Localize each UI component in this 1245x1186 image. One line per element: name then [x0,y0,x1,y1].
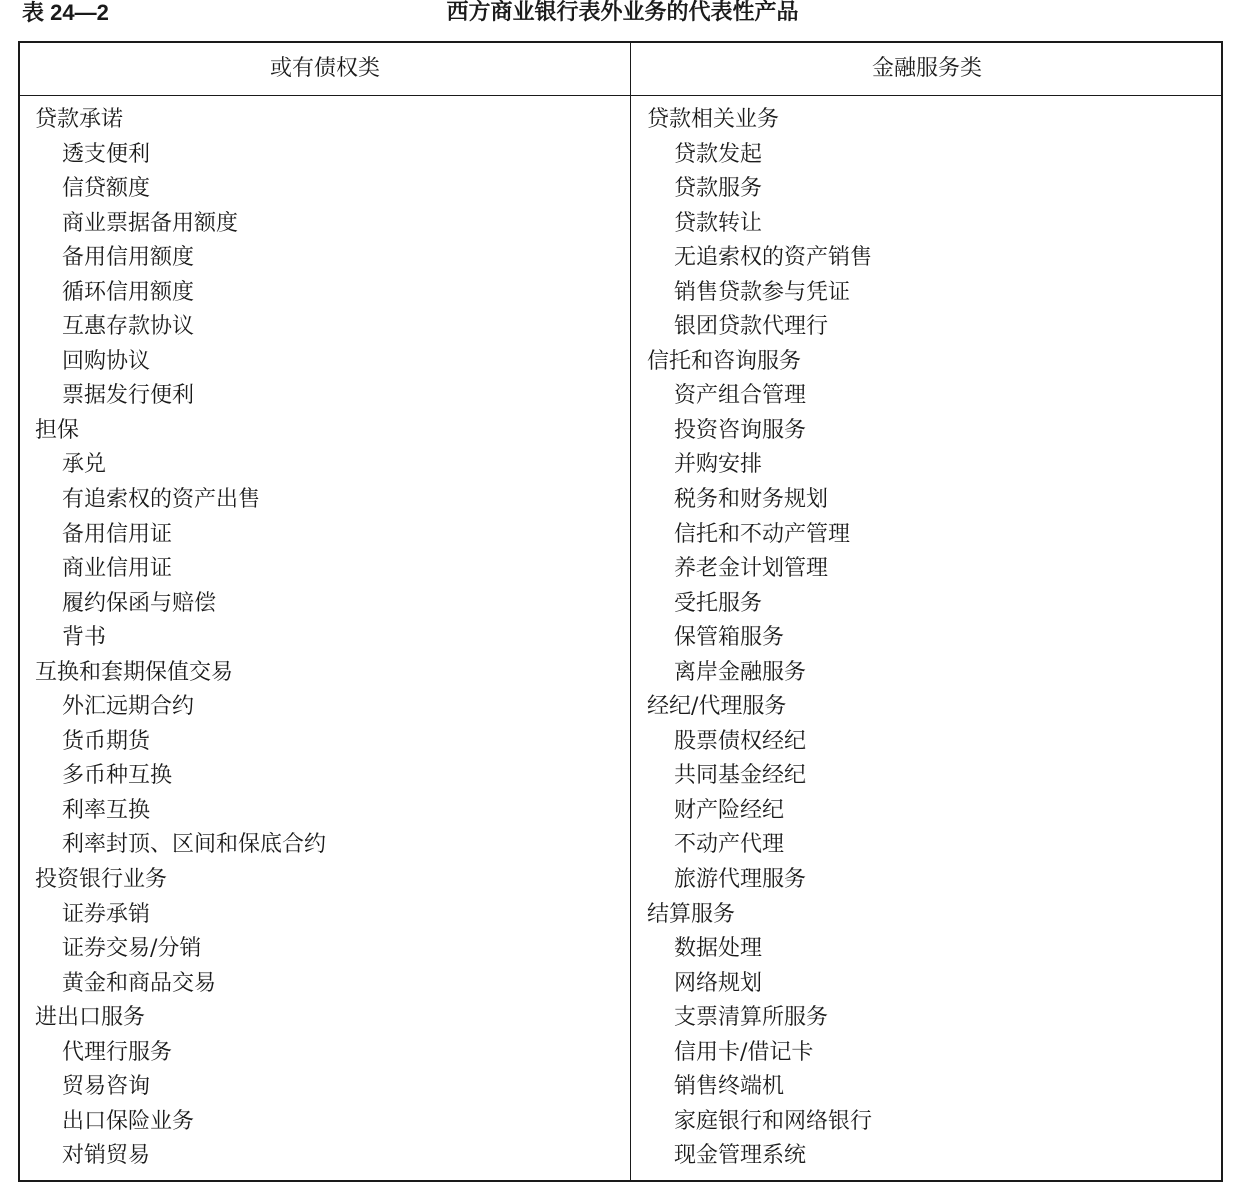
product-item: 背书 [62,625,107,651]
product-item: 信用卡/借记卡 [674,1039,814,1065]
category-heading: 贷款相关业务 [647,107,780,132]
financial-services-column [647,103,1217,1174]
product-item: 多币种互换 [62,763,173,789]
header-divider [20,95,1221,96]
product-item: 股票债权经纪 [674,728,807,754]
product-item: 利率封顶、区间和保底合约 [62,832,327,858]
category-heading: 经纪/代理服务 [647,694,787,720]
product-item: 承兑 [62,452,107,478]
category-heading: 担保 [35,417,80,443]
product-item: 商业信用证 [62,556,173,582]
product-item: 养老金计划管理 [674,556,829,582]
product-item: 旅游代理服务 [674,867,807,893]
product-item: 货币期货 [62,728,151,754]
product-item: 受托服务 [674,590,763,616]
category-heading: 结算服务 [647,901,736,927]
column-divider [630,43,631,1180]
product-item: 黄金和商品交易 [62,970,217,996]
product-item: 银团贷款代理行 [674,314,829,340]
category-heading: 信托和咨询服务 [647,348,802,374]
category-heading: 互换和套期保值交易 [35,659,234,685]
product-item: 利率互换 [62,797,151,823]
product-item: 外汇远期合约 [62,694,195,720]
product-item: 投资咨询服务 [674,417,807,443]
product-item: 对销贸易 [62,1143,151,1169]
product-item: 网络规划 [674,970,763,996]
header-financial-services: 金融服务类 [871,56,982,81]
product-item: 证券承销 [62,901,151,927]
product-item: 税务和财务规划 [674,487,829,513]
product-item: 现金管理系统 [674,1143,807,1169]
contingent-claims-column [35,103,625,1174]
product-item: 共同基金经纪 [674,763,807,789]
product-item: 备用信用证 [62,521,173,547]
product-item: 商业票据备用额度 [62,210,239,236]
product-item: 保管箱服务 [674,625,785,651]
product-item: 数据处理 [674,936,763,962]
category-heading: 进出口服务 [35,1005,146,1031]
category-heading: 投资银行业务 [35,867,168,893]
product-item: 资产组合管理 [674,383,807,409]
product-item: 销售终端机 [674,1074,785,1100]
product-item: 票据发行便利 [62,383,195,409]
product-item: 销售贷款参与凭证 [674,279,851,305]
product-item: 无追索权的资产销售 [674,245,873,271]
product-item: 贷款服务 [674,176,763,202]
product-item: 有追索权的资产出售 [62,487,261,513]
table-title: 西方商业银行表外业务的代表性产品 [446,0,799,25]
product-item: 备用信用额度 [62,245,195,271]
product-item: 离岸金融服务 [674,659,807,685]
product-item: 履约保函与赔偿 [62,590,217,616]
products-table [18,41,1223,1182]
product-item: 透支便利 [62,141,151,167]
product-item: 信托和不动产管理 [674,521,851,547]
category-heading: 贷款承诺 [35,107,124,132]
product-item: 贸易咨询 [62,1074,151,1100]
table-number: 表 24—2 [22,0,109,25]
product-item: 代理行服务 [62,1039,173,1065]
table-caption [0,0,1245,30]
product-item: 财产险经纪 [674,797,785,823]
product-item: 不动产代理 [674,832,785,858]
product-item: 贷款转让 [674,210,763,236]
product-item: 信贷额度 [62,176,151,202]
product-item: 证券交易/分销 [62,936,202,962]
product-item: 家庭银行和网络银行 [674,1108,873,1134]
product-item: 支票清算所服务 [674,1005,829,1031]
product-item: 互惠存款协议 [62,314,195,340]
header-contingent-claims: 或有债权类 [269,56,380,81]
product-item: 并购安排 [674,452,763,478]
product-item: 贷款发起 [674,141,763,167]
product-item: 回购协议 [62,348,151,374]
product-item: 出口保险业务 [62,1108,195,1134]
product-item: 循环信用额度 [62,279,195,305]
